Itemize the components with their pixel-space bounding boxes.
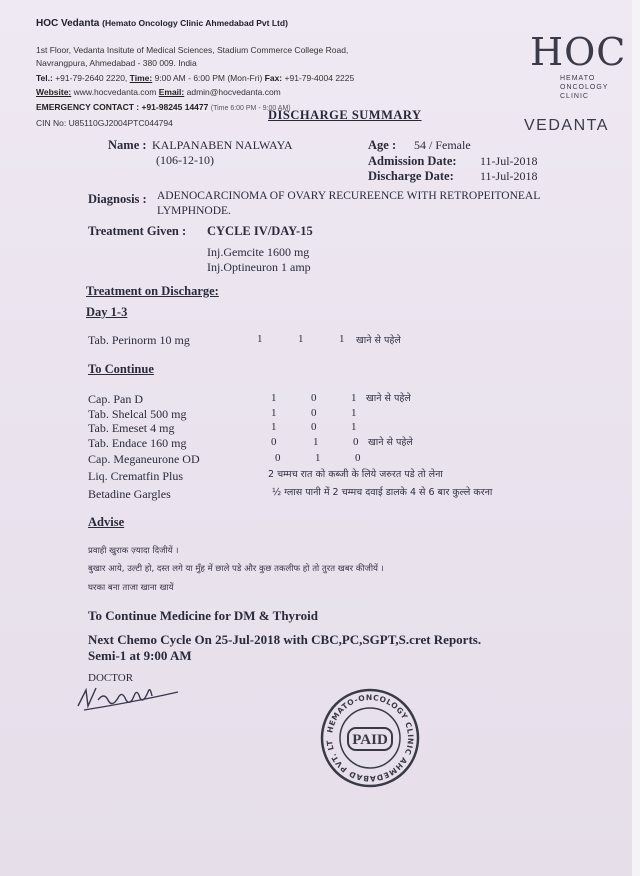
name-label: Name : <box>108 138 147 152</box>
medicine-name: Tab. Emeset 4 mg <box>88 421 175 435</box>
dose-morning: 0 <box>271 436 277 448</box>
address-line-2: Navrangpura, Ahmedabad - 380 009. India <box>36 58 197 68</box>
dose-note: खाने से पहेले <box>356 335 401 346</box>
advise-line: बुखार आये, उल्टी हो, दस्त लगे या मुँह में छाले पडे और कुछ तकलीफ हो तो तुरत खबर कीजीयें । <box>88 564 384 574</box>
page-edge <box>632 0 640 876</box>
medicine-name: Liq. Crematfin Plus <box>88 469 183 483</box>
dose-afternoon: 0 <box>311 407 317 419</box>
discharge-date: 11-Jul-2018 <box>480 169 538 183</box>
age-label: Age : <box>368 138 397 152</box>
treatment-item: Inj.Gemcite 1600 mg <box>207 245 310 259</box>
advise-heading: Advise <box>88 515 125 529</box>
medicine-name: Cap. Meganeurone OD <box>88 452 200 466</box>
dose-morning: 1 <box>271 407 277 419</box>
doctor-signature <box>74 676 184 716</box>
medicine-name: Tab. Endace 160 mg <box>88 436 187 450</box>
doctor-label: DOCTOR <box>88 672 134 684</box>
diagnosis-line-1: ADENOCARCINOMA OF OVARY RECUREENCE WITH RETROPEITONEAL <box>157 190 541 202</box>
cin-number: CIN No: U85110GJ2004PTC044794 <box>36 118 173 128</box>
dose-afternoon: 0 <box>311 421 317 433</box>
patient-id: (106-12-10) <box>156 153 214 167</box>
to-continue-heading: To Continue <box>88 362 154 376</box>
advise-line: घरका बना ताजा खाना खायें <box>88 583 174 593</box>
logo-letters: HOC <box>530 30 627 74</box>
discharge-label: Discharge Date: <box>368 169 454 183</box>
dose-morning: 1 <box>271 421 277 433</box>
dose-afternoon: 0 <box>311 392 317 404</box>
advise-line: प्रवाही खुराक ज़्यादा दिजीयें । <box>88 546 179 556</box>
dose-note: खाने से पहेले <box>366 393 411 404</box>
appointment-time: Semi-1 at 9:00 AM <box>88 648 192 663</box>
dose-note: खाने से पहेले <box>368 437 413 448</box>
medicine-name: Cap. Pan D <box>88 392 143 406</box>
treatment-cycle: CYCLE IV/DAY-15 <box>207 224 313 238</box>
logo-name: VEDANTA <box>524 117 609 134</box>
dose-note: 2 चम्मच रात को कब्जी के लिये जरुरत पडे तो लेना <box>268 469 443 480</box>
patient-name: KALPANABEN NALWAYA <box>152 138 293 152</box>
emergency-line: EMERGENCY CONTACT : +91-98245 14477 (Time 6:00 PM - 9:00 AM) <box>36 102 291 112</box>
admission-label: Admission Date: <box>368 154 457 168</box>
diagnosis-line-2: LYMPHNODE. <box>157 205 231 217</box>
treatment-label: Treatment Given : <box>88 224 187 238</box>
dose-night: 1 <box>351 421 357 433</box>
dose-night: 0 <box>353 436 359 448</box>
paid-stamp <box>318 686 422 790</box>
dose-morning: 1 <box>257 333 263 345</box>
dose-note: ½ ग्लास पानी में 2 चम्मच दवाई डालके 4 से 6 बार कुल्ले करना <box>272 487 493 498</box>
stamp-ring-text: HEMATO-ONCOLOGY CLINIC AHMEDABAD PVT. LT <box>324 692 416 784</box>
discharge-treatment-heading: Treatment on Discharge: <box>86 284 219 298</box>
treatment-item: Inj.Optineuron 1 amp <box>207 260 311 274</box>
medicine-name: Betadine Gargles <box>88 487 171 501</box>
address-line-1: 1st Floor, Vedanta Insitute of Medical Sciences, Stadium Commerce College Road, <box>36 45 349 55</box>
next-chemo-instruction: Next Chemo Cycle On 25-Jul-2018 with CBC,PC,SGPT,S.cret Reports. <box>88 632 482 647</box>
dose-night: 1 <box>351 407 357 419</box>
medicine-name: Tab. Shelcal 500 mg <box>88 407 187 421</box>
admission-date: 11-Jul-2018 <box>480 154 538 168</box>
document-title: DISCHARGE SUMMARY <box>268 108 422 122</box>
dose-afternoon: 1 <box>313 436 319 448</box>
day-range-heading: Day 1-3 <box>86 305 128 319</box>
dm-thyroid-instruction: To Continue Medicine for DM & Thyroid <box>88 608 318 623</box>
dose-night: 0 <box>355 452 361 464</box>
diagnosis-label: Diagnosis : <box>88 192 147 206</box>
medicine-name: Tab. Perinorm 10 mg <box>88 333 190 347</box>
patient-age: 54 / Female <box>414 138 471 152</box>
contact-line: Tel.: +91-79-2640 2220, Time: 9:00 AM - 6:00 PM (Mon-Fri) Fax: +91-79-4004 2225 <box>36 73 355 83</box>
dose-afternoon: 1 <box>298 333 304 345</box>
dose-morning: 0 <box>275 452 281 464</box>
org-title: HOC Vedanta (Hemato Oncology Clinic Ahmedabad Pvt Ltd) <box>36 18 288 29</box>
hoc-logo <box>516 30 627 134</box>
stamp-center-text: PAID <box>352 732 388 748</box>
web-line: Website: www.hocvedanta.com Email: admin@hocvedanta.com <box>36 87 281 97</box>
dose-afternoon: 1 <box>315 452 321 464</box>
dose-night: 1 <box>339 333 345 345</box>
dose-night: 1 <box>351 392 357 404</box>
dose-morning: 1 <box>271 392 277 404</box>
logo-subtext: HEMATO ONCOLOGY CLINIC <box>560 75 609 100</box>
